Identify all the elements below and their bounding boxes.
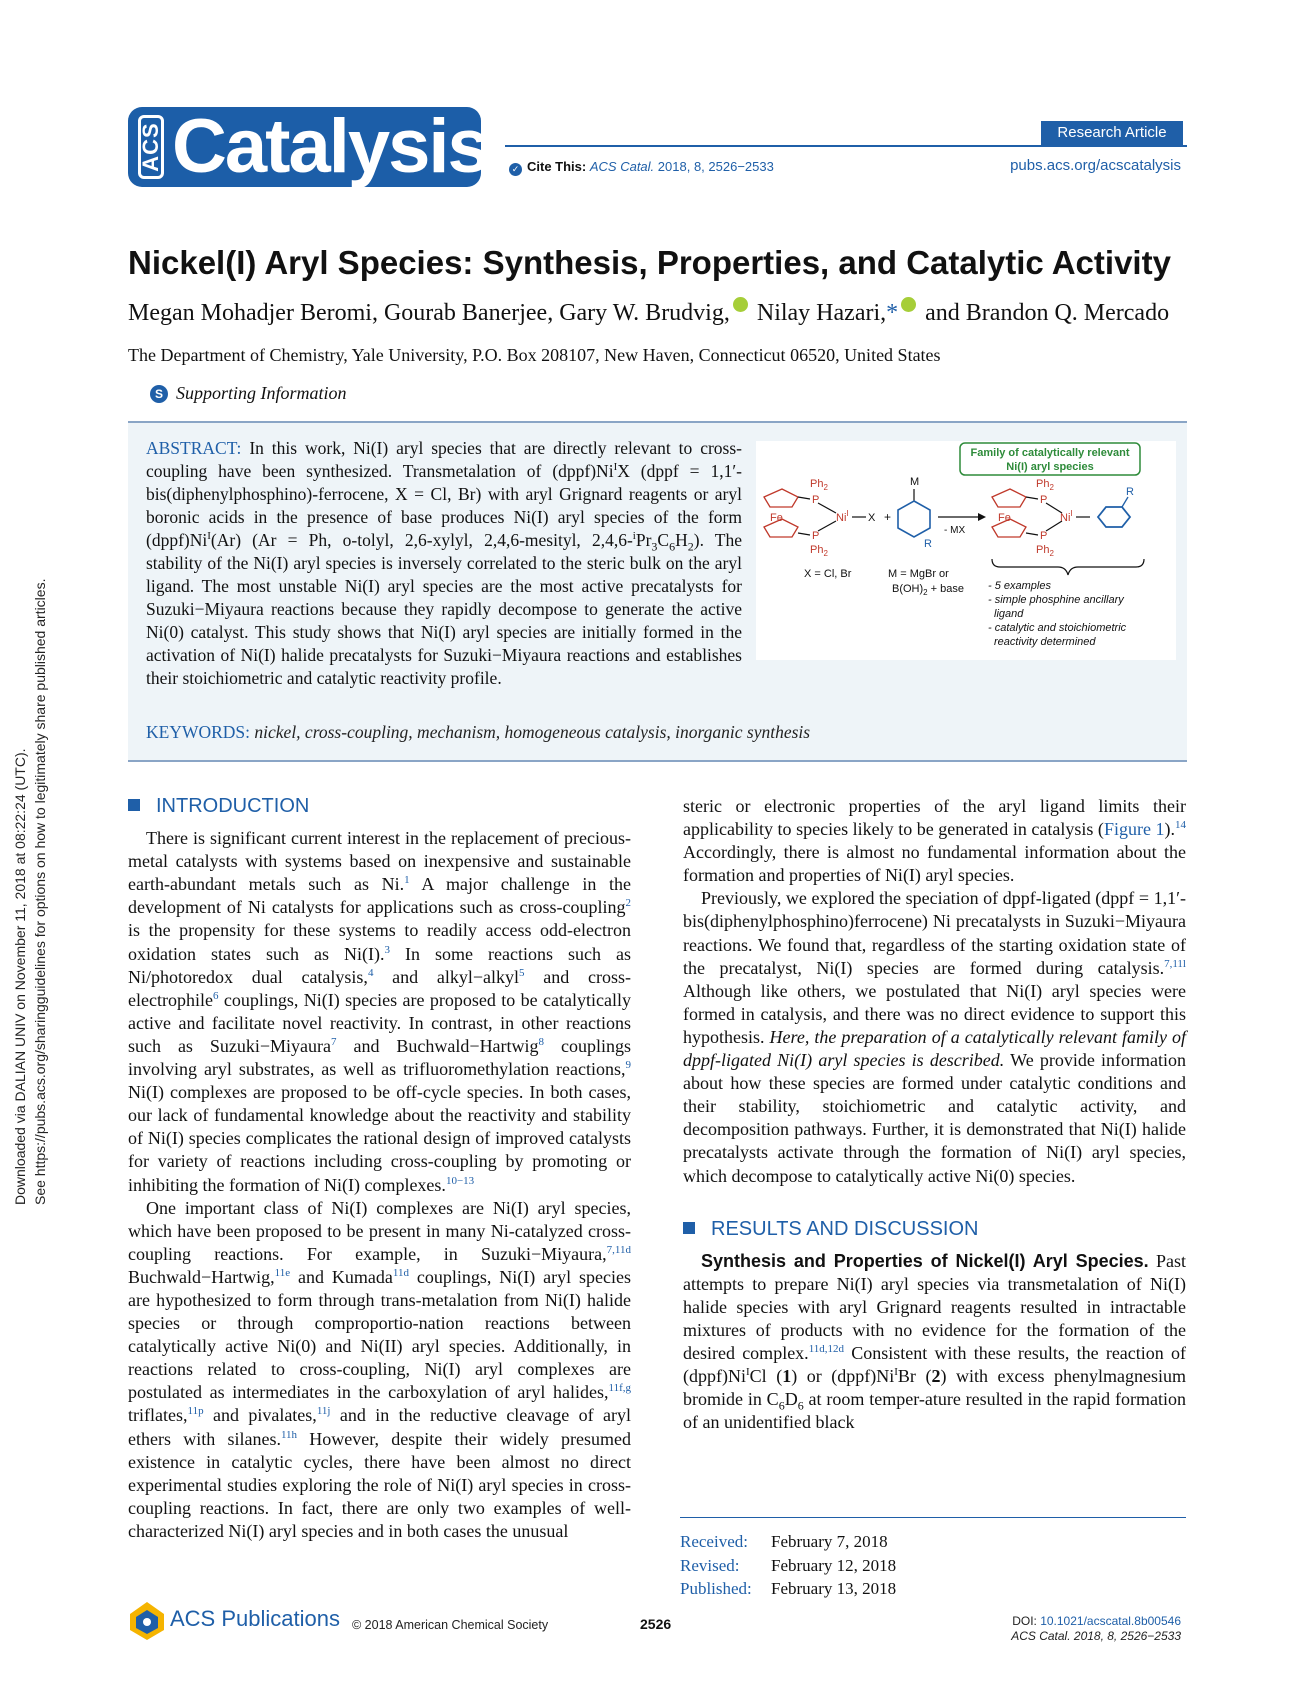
- emphasis-text: Here, the preparation of a catalytically relevant family of dppf-ligated Ni(I) aryl species is described.: [683, 1026, 1187, 1071]
- acs-shield-icon: [128, 1600, 166, 1642]
- right-column: [683, 795, 1186, 1434]
- keywords-label: KEYWORDS:: [146, 722, 251, 742]
- section-square-icon: [128, 799, 140, 811]
- ref-link[interactable]: 11h: [280, 1428, 298, 1441]
- right-paragraph-1: steric or electronic properties of the aryl ligand limits their applicability to species likely to be generated in catalysis (Figure 1).$^{14}$ Accordingly, there is almost no fundamental information about the formation and properties of Ni(I) aryl species.: [683, 796, 1186, 886]
- toc-ni-left: $Ni^I$: [836, 509, 849, 524]
- doi-label: DOI:: [1012, 1614, 1037, 1628]
- article-type-badge: Research Article: [1041, 121, 1183, 145]
- abstract-text-7: ). The stability of the Ni(I) aryl species is inversely correlated to the steric bulk on the aryl ligand. The most unstable Ni(I) aryl species are the most active precatalysts for Suzuki−Miyaura reactions because they rapidly decompose to generate the active Ni(0) catalyst. This study shows that Ni(I) aryl species are initially formed in the activation of Ni(I) halide precatalysts for Suzuki−Miyaura reactions and establishes their stoichiometric and catalytic reactivity profile.: [146, 530, 742, 688]
- download-notice: [10, 505, 50, 1205]
- toc-m: M: [910, 476, 920, 488]
- abstract-sub-2: 2: [687, 539, 694, 554]
- section-square-icon: [683, 1222, 695, 1234]
- intro-paragraph-2: One important class of Ni(I) complexes are Ni(I) aryl species, which have been proposed to be present in many Ni-catalyzed cross-coupling reactions. For example, in Suzuki−Miyaura,$^{7,11d}$ Buchwald−Hartwig,$^{11e}$ and Kumada$^{11d}$ couplings, Ni(I) aryl species are hypothesized to form through trans-metalation from Ni(I) halide species or through comproportio-nation reactions between catalytically active Ni(0) and Ni(II) aryl species. Additionally, in reactions related to cross-coupling, Ni(I) aryl complexes are postulated as intermediates in the carboxylation of aryl halides,$^{11f,g}$ triflates,$^{11p}$ and pivalates,$^{11j}$ and in the reductive cleavage of aryl ethers with silanes.$^{11h}$ However, despite their widely presumed existence in catalytic cycles, there have been almost no direct experimental studies exploring the role of Ni(I) aryl species in cross-coupling reactions. In fact, there are only two examples of well-characterized Ni(I) aryl species and in both cases the unusual: [128, 1197, 632, 1541]
- toc-scheme: [756, 441, 1176, 660]
- authors-part-3: and Brandon Q. Mercado: [925, 300, 1170, 326]
- toc-graphic: [756, 441, 1176, 660]
- toc-product-ring: [1098, 507, 1130, 527]
- compound-number: 2: [931, 1366, 941, 1387]
- toc-r-product: R: [1126, 486, 1134, 498]
- journal-url[interactable]: pubs.acs.org/acscatalysis: [1010, 157, 1181, 174]
- toc-p-lower-right: P: [1040, 530, 1048, 542]
- article-title: Nickel(I) Aryl Species: Synthesis, Properties, and Catalytic Activity: [128, 244, 1171, 281]
- figure-link[interactable]: Figure 1: [1103, 819, 1165, 840]
- superscript-I: I: [745, 1366, 750, 1379]
- article-dates: [680, 1517, 1186, 1601]
- journal-ref: ACS Catal. 2018, 8, 2526−2533: [1011, 1629, 1181, 1643]
- intro-paragraph-1: There is significant current interest in the replacement of precious-metal catalysts with systems based on inexpensive and sustainable earth-abundant metals such as Ni.$^1$ A major challenge in the development of Ni catalysts for applications such as cross-coupling$^2$ is the propensity for these systems to readily access odd-electron oxidation states such as Ni(I).$^3$ In some reactions such as Ni/photoredox dual catalysis,$^4$ and alkyl−alkyl$^5$ and cross-electrophile$^6$ couplings, Ni(I) species are proposed to be catalytically active and facilitate novel reactivity. In contrast, in other reactions such as Suzuki−Miyaura$^7$ and Buchwald−Hartwig$^8$ couplings involving aryl substrates, as well as trifluoromethylation reactions,$^9$ Ni(I) complexes are proposed to be off-cycle species. In both cases, our lack of fundamental knowledge about the reactivity and stability of Ni(I) species complicates the rational design of improved catalysts for variety of reactions including cross-coupling by promoting or inhibiting the formation of Ni(I) complexes.$^{10-13}$: [128, 828, 632, 1195]
- cite-journal[interactable]: ACS Catal.: [589, 159, 655, 174]
- ref-link[interactable]: 3: [384, 943, 390, 956]
- ref-link[interactable]: 11p: [187, 1405, 204, 1418]
- keywords: [146, 722, 810, 743]
- toc-boh: $B(OH)_2$ + base: [892, 583, 965, 597]
- abstract-sup-I-2: I: [207, 530, 211, 543]
- subscript-6: 6: [778, 1398, 785, 1413]
- abstract-sub-3: 3: [651, 539, 658, 554]
- authors-part-2: Nilay Hazari,: [756, 300, 887, 326]
- ref-link[interactable]: 2: [625, 897, 631, 910]
- compound-number: 1: [782, 1366, 792, 1387]
- ref-link[interactable]: 14: [1175, 819, 1186, 832]
- doi-block: [1011, 1614, 1181, 1644]
- toc-bonds-right: [1026, 497, 1090, 535]
- abstract: [146, 437, 1176, 690]
- toc-r-reagent: R: [924, 538, 932, 550]
- toc-bullet-2a: - simple phosphine ancillary: [988, 594, 1124, 606]
- toc-ph-lower-right: $Ph_2$: [1036, 544, 1054, 558]
- download-notice-line-1: Downloaded via DALIAN UNIV on November 11, 2018 at 08:22:24 (UTC).: [12, 748, 28, 1205]
- toc-bullet-1: - 5 examples: [988, 580, 1051, 592]
- logo-wordmark: Catalysis: [172, 104, 488, 189]
- toc-brace: [992, 559, 1144, 575]
- toc-m-eq: M = MgBr or: [888, 568, 949, 580]
- toc-bullet-2b: ligand: [994, 608, 1024, 620]
- doi-link[interactable]: 10.1021/acscatal.8b00546: [1040, 1614, 1181, 1628]
- toc-bonds-left: [798, 497, 866, 535]
- results-paragraph-1: Synthesis and Properties of Nickel(I) Aryl Species. Past attempts to prepare Ni(I) aryl species via transmetalation of Ni(I) halide species with aryl Grignard reagents resulted in intractable mixtures of products with no evidence for the formation of the desired complex.$^{11d,12d}$ Consistent with these results, the reaction of $(dppf)Ni^ICl$ (1) or $(dppf)Ni^IBr$ (2) with excess phenylmagnesium bromide in $C_6D_6$ at room temper-ature resulted in the rapid formation of an unidentified black: [683, 1250, 1186, 1433]
- citation-line: [509, 159, 774, 176]
- toc-title-1: Family of catalytically relevant: [970, 447, 1130, 459]
- journal-logo[interactable]: [128, 104, 488, 189]
- check-icon: ✓: [509, 163, 522, 176]
- logo-acs-mark: ACS: [138, 115, 164, 179]
- supporting-info-label: Supporting Information: [176, 383, 347, 403]
- abstract-text-4: Pr: [635, 530, 652, 550]
- toc-aryl-ring: [898, 501, 930, 537]
- ref-link[interactable]: 5: [519, 966, 525, 979]
- ref-link[interactable]: 7: [331, 1035, 337, 1048]
- supporting-information-link[interactable]: [150, 383, 347, 404]
- orcid-icon[interactable]: [733, 297, 748, 312]
- publisher-name: ACS Publications: [170, 1606, 340, 1631]
- download-notice-line-2: See https://pubs.acs.org/sharingguidelines for options on how to legitimately share published articles.: [32, 578, 48, 1205]
- received-row: Received: February 7, 2018: [680, 1532, 888, 1551]
- left-column: [128, 795, 631, 1543]
- authors-part-1: Megan Mohadjer Beromi, Gourab Banerjee, Gary W. Brudvig,: [128, 300, 730, 326]
- abstract-text-5: C: [657, 530, 670, 550]
- cite-ref[interactable]: 2018, 8, 2526−2533: [657, 159, 774, 174]
- cite-label: Cite This:: [527, 159, 587, 174]
- abstract-sup-i: i: [632, 530, 636, 543]
- toc-r-bond: [1122, 497, 1128, 507]
- ref-link[interactable]: 7,11d: [606, 1243, 631, 1256]
- toc-p-lower-left: P: [812, 530, 820, 542]
- affiliation: The Department of Chemistry, Yale University, P.O. Box 208107, New Haven, Connecticut 06520, United States: [128, 345, 941, 365]
- ref-link[interactable]: 11d,12d: [808, 1343, 845, 1356]
- ref-link[interactable]: 7,11l: [1164, 957, 1186, 970]
- superscript-I: I: [894, 1366, 898, 1379]
- ref-link[interactable]: 10−13: [445, 1174, 475, 1187]
- published-row: Published: February 13, 2018: [680, 1579, 897, 1598]
- toc-x: X: [868, 512, 876, 524]
- toc-plus: +: [884, 510, 892, 524]
- toc-bullet-3a: - catalytic and stoichiometric: [988, 622, 1127, 634]
- revised-row: Revised: February 12, 2018: [680, 1555, 897, 1575]
- abstract-text-1: In this work, Ni(I) aryl species that are directly relevant to cross-coupling have been synthesized. Transmetalation of (dppf)Ni: [146, 438, 742, 481]
- ref-link[interactable]: 11e: [274, 1266, 291, 1279]
- abstract-text-3: (Ar) (Ar = Ph, o-tolyl, 2,6-xylyl, 2,4,6-mesityl, 2,4,6-: [210, 530, 633, 550]
- toc-minus-mx: - MX: [944, 525, 966, 536]
- toc-arrowhead: [978, 513, 986, 521]
- results-heading: RESULTS AND DISCUSSION: [683, 1218, 1186, 1241]
- header-rule: [505, 145, 1187, 147]
- toc-fe-right: Fe: [998, 512, 1011, 524]
- corresponding-mark: *: [886, 300, 899, 326]
- toc-x-eq: X = Cl, Br: [804, 568, 852, 580]
- ref-link[interactable]: 4: [367, 966, 374, 979]
- ref-link[interactable]: 11d: [392, 1266, 409, 1279]
- toc-p-upper-left: P: [812, 494, 820, 506]
- introduction-heading: INTRODUCTION: [128, 795, 631, 818]
- toc-ph-upper-left: $Ph_2$: [810, 478, 828, 492]
- ref-link[interactable]: 6: [212, 989, 219, 1002]
- abstract-text-6: H: [675, 530, 688, 550]
- supporting-info-icon: S: [150, 385, 168, 403]
- orcid-icon[interactable]: [901, 297, 916, 312]
- author-list: [128, 297, 1188, 327]
- toc-ni-right: $Ni^I$: [1060, 509, 1073, 524]
- toc-p-upper-right: P: [1040, 494, 1048, 506]
- ref-link[interactable]: 11f,g: [608, 1382, 631, 1395]
- copyright: © 2018 American Chemical Society: [352, 1618, 549, 1632]
- abstract-sup-I: I: [613, 461, 618, 474]
- page-number: 2526: [640, 1616, 672, 1632]
- ref-link[interactable]: 9: [625, 1059, 631, 1072]
- toc-ph-lower-left: $Ph_2$: [810, 544, 828, 558]
- ref-link[interactable]: 11j: [316, 1405, 331, 1418]
- abstract-label: ABSTRACT:: [146, 438, 242, 458]
- toc-ph-upper-right: $Ph_2$: [1036, 478, 1054, 492]
- keywords-list: nickel, cross-coupling, mechanism, homogeneous catalysis, inorganic synthesis: [254, 722, 811, 742]
- ref-link[interactable]: 1: [404, 874, 410, 887]
- right-paragraph-2: Previously, we explored the speciation of dppf-ligated (dppf = 1,1′-bis(diphenylphosphino)ferrocene) Ni precatalysts in Suzuki−Miyaura reactions. We found that, regardless of the starting oxidation state of the precatalyst, Ni(I) species are formed during catalysis.$^{7,11l}$ Although like others, we postulated that Ni(I) aryl species were formed in catalysis, and there was no direct evidence to support this hypothesis. Here, the preparation of a catalytically relevant family of dppf-ligated Ni(I) aryl species is described. We provide information about how these species are formed under catalytic conditions and their stability, stoichiometric and catalytic activity, and decomposition pathways. Further, it is demonstrated that Ni(I) halide precatalysts activate through the formation of Ni(I) aryl species, which decompose to catalytically active Ni(0) species.: [683, 888, 1187, 1186]
- toc-title-2: Ni(I) aryl species: [1006, 461, 1094, 473]
- subscript-6: 6: [797, 1398, 804, 1413]
- acs-publications-logo[interactable]: [128, 1600, 338, 1642]
- abstract-text-2: X (dppf = 1,1′-bis(diphenylphosphino)-ferrocene, X = Cl, Br) with aryl Grignard reagents or aryl boronic acids in the presence of base produces Ni(I) aryl species of the form (dppf)Ni: [146, 461, 742, 550]
- subsection-title: Synthesis and Properties of Nickel(I) Aryl Species.: [701, 1250, 1149, 1271]
- abstract-sub-6: 6: [669, 539, 676, 554]
- ref-link[interactable]: 8: [538, 1035, 545, 1048]
- toc-bullet-3b: reactivity determined: [994, 636, 1096, 648]
- toc-fe-left: Fe: [770, 512, 783, 524]
